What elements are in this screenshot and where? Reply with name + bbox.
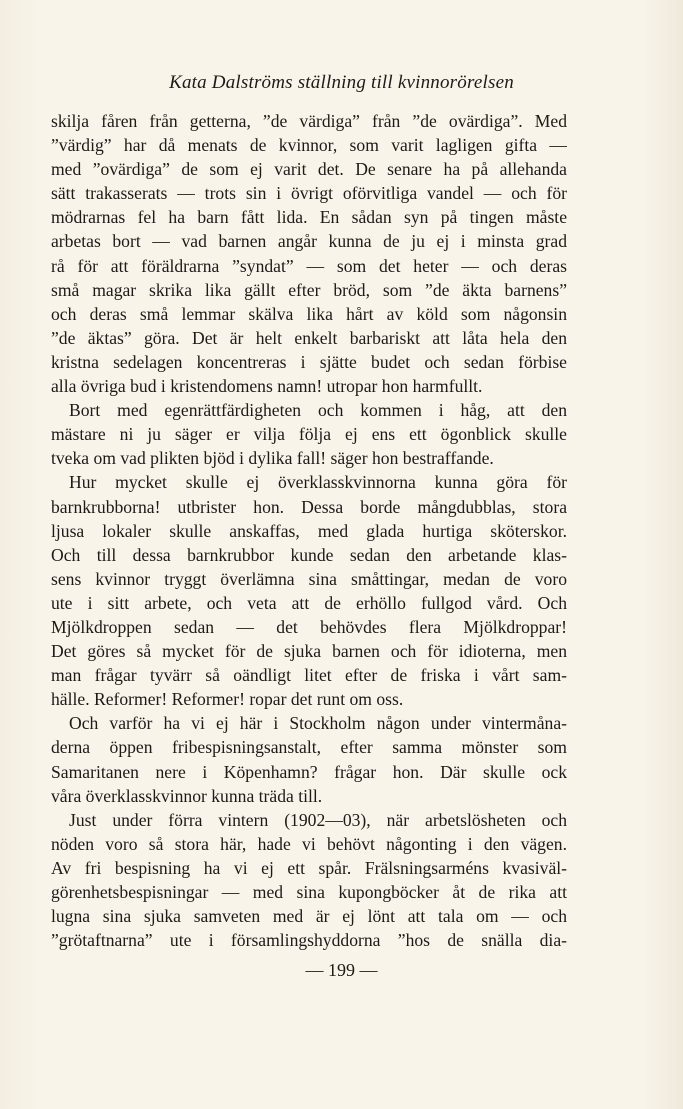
text-line: mästare ni ju säger er vilja följa ej ens ett ögonblick skulle <box>51 424 567 445</box>
text-line: sätt trakasserats — trots sin i övrigt oförvitliga vandel — och för <box>51 183 567 204</box>
text-line: tveka om vad plikten bjöd i dylika fall! säger hon bestraffande. <box>51 448 494 469</box>
text-line: ”grötaftnarna” ute i församlingshyddorna ”hos de snälla dia- <box>51 930 567 951</box>
body-text <box>51 109 567 952</box>
text-line: med ”ovärdiga” de som ej varit det. De senare ha på allehanda <box>51 159 567 180</box>
text-line: små magar skrika lika gällt efter bröd, som ”de äkta barnens” <box>51 279 567 300</box>
text-line: Av fri bespisning ha vi ej ett spår. Frälsningsarméns kvasiväl- <box>51 857 567 878</box>
text-line: mödrarnas fel ha barn fått lida. En sådan syn på tingen måste <box>51 207 567 228</box>
text-line: Bort med egenrättfärdigheten och kommen i håg, att den <box>69 400 567 421</box>
text-line: Det göres så mycket för de sjuka barnen och för idioterna, men <box>51 641 567 662</box>
text-line: och deras små lemmar skälva lika hårt av köld som någonsin <box>51 303 567 324</box>
text-line: barnkrubborna! utbrister hon. Dessa borde mångdubblas, stora <box>51 496 567 517</box>
text-line: rå för att föräldrarna ”syndat” — som det heter — och deras <box>51 255 567 276</box>
text-line: Just under förra vintern (1902—03), när arbetslösheten och <box>69 809 567 830</box>
text-line: skilja fåren från getterna, ”de värdiga” från ”de ovärdiga”. Med <box>51 111 567 131</box>
text-line: Mjölkdroppen sedan — det behövdes flera Mjölkdroppar! <box>51 616 567 637</box>
text-line: våra överklasskvinnor kunna träda till. <box>51 785 323 806</box>
page-number: — 199 — <box>305 960 378 980</box>
text-line: ute i sitt arbete, och veta att de erhöllo fullgod vård. Och <box>51 592 567 613</box>
text-line: alla övriga bud i kristendomens namn! utropar hon harmfullt. <box>51 376 483 397</box>
text-line: derna öppen fribespisningsanstalt, efter samma mönster som <box>51 737 567 758</box>
text-line: arbetas bort — vad barnen angår kunna de ju ej i minsta grad <box>51 231 567 252</box>
running-head: Kata Dalströms ställning till kvinnorörelsen <box>169 72 514 93</box>
text-line: hälle. Reformer! Reformer! ropar det runt om oss. <box>51 689 404 710</box>
text-line: Samaritanen nere i Köpenhamn? frågar hon. Där skulle ock <box>51 761 567 782</box>
text-line: Och varför ha vi ej här i Stockholm någon under vintermåna- <box>69 713 567 734</box>
text-line: sens kvinnor tryggt överlämna sina småttingar, medan de voro <box>51 568 567 589</box>
text-line: ”värdig” har då menats de kvinnor, som varit lagligen gifta — <box>51 135 567 156</box>
text-line: görenhetsbespisningar — med sina kupongböcker åt de rika att <box>51 882 567 902</box>
text-line: nöden voro så stora här, hade vi behövt någonting i den vägen. <box>51 833 567 854</box>
text-line: kristna sedelagen koncentreras i sjätte budet och sedan förbise <box>51 351 567 372</box>
text-line: Hur mycket skulle ej överklasskvinnorna kunna göra för <box>69 472 567 493</box>
text-line: ”de äktas” göra. Det är helt enkelt barbariskt att låta hela den <box>51 327 567 348</box>
text-line: ljusa lokaler skulle anskaffas, med glada hurtiga sköterskor. <box>51 520 567 541</box>
text-line: lugna sina sjuka samveten med är ej lönt att tala om — och <box>51 906 567 927</box>
text-line: Och till dessa barnkrubbor kunde sedan den arbetande klas- <box>51 544 567 565</box>
text-line: man frågar tyvärr så oändligt litet efter de friska i vårt sam- <box>51 665 567 686</box>
